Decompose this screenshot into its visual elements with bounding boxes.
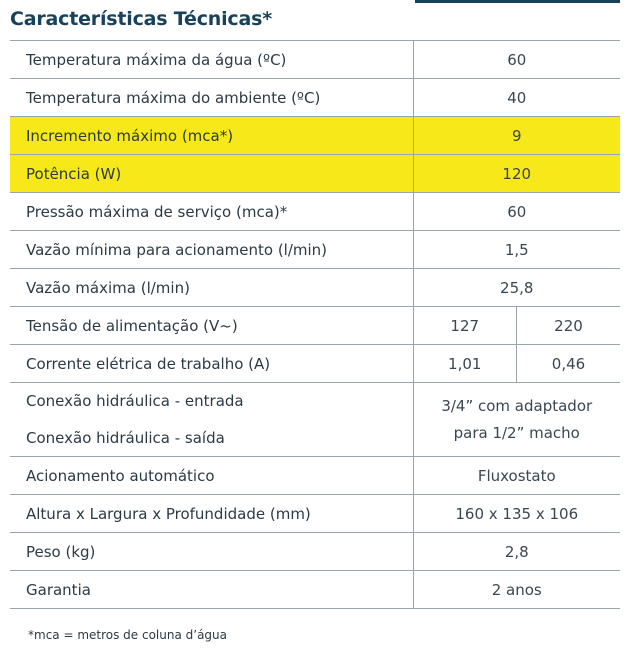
row-label: Temperatura máxima da água (ºC) bbox=[10, 41, 413, 79]
row-label: Conexão hidráulica - saída bbox=[10, 420, 413, 457]
table-row bbox=[10, 495, 620, 533]
row-value-220v: 220 bbox=[517, 307, 621, 345]
section-title: Características Técnicas* bbox=[10, 8, 272, 30]
row-label: Altura x Largura x Profundidade (mm) bbox=[10, 495, 413, 533]
footnote: *mca = metros de coluna d’água bbox=[28, 628, 228, 642]
table-row bbox=[10, 533, 620, 571]
table-row bbox=[10, 345, 620, 383]
specs-table bbox=[10, 40, 620, 609]
row-label: Temperatura máxima do ambiente (ºC) bbox=[10, 79, 413, 117]
table-row bbox=[10, 571, 620, 609]
row-value-127v: 127 bbox=[413, 307, 517, 345]
row-value: Fluxostato bbox=[413, 457, 620, 495]
row-label: Pressão máxima de serviço (mca)* bbox=[10, 193, 413, 231]
row-value: 25,8 bbox=[413, 269, 620, 307]
connection-value-line1: 3/4” com adaptador bbox=[441, 397, 593, 416]
row-value: 2,8 bbox=[413, 533, 620, 571]
top-accent-bar bbox=[415, 0, 620, 3]
connection-value-line2: para 1/2” macho bbox=[453, 423, 580, 442]
table-row bbox=[10, 231, 620, 269]
table-row bbox=[10, 383, 620, 420]
row-label: Incremento máximo (mca*) bbox=[10, 117, 413, 155]
row-value: 120 bbox=[413, 155, 620, 193]
row-label: Peso (kg) bbox=[10, 533, 413, 571]
row-label: Vazão mínima para acionamento (l/min) bbox=[10, 231, 413, 269]
row-label: Acionamento automático bbox=[10, 457, 413, 495]
row-value: 1,5 bbox=[413, 231, 620, 269]
table-row bbox=[10, 41, 620, 79]
row-value: 60 bbox=[413, 193, 620, 231]
table-row bbox=[10, 269, 620, 307]
row-value: 160 x 135 x 106 bbox=[413, 495, 620, 533]
table-row-highlighted bbox=[10, 117, 620, 155]
table-row bbox=[10, 307, 620, 345]
row-label: Potência (W) bbox=[10, 155, 413, 193]
connection-value bbox=[413, 383, 620, 457]
row-label: Tensão de alimentação (V~) bbox=[10, 307, 413, 345]
row-label: Conexão hidráulica - entrada bbox=[10, 383, 413, 420]
row-value: 60 bbox=[413, 41, 620, 79]
row-label: Corrente elétrica de trabalho (A) bbox=[10, 345, 413, 383]
table-row-highlighted bbox=[10, 155, 620, 193]
row-label: Vazão máxima (l/min) bbox=[10, 269, 413, 307]
row-label: Garantia bbox=[10, 571, 413, 609]
row-value-127v: 1,01 bbox=[413, 345, 517, 383]
table-row bbox=[10, 79, 620, 117]
table-row bbox=[10, 457, 620, 495]
row-value: 9 bbox=[413, 117, 620, 155]
row-value-220v: 0,46 bbox=[517, 345, 621, 383]
table-row bbox=[10, 193, 620, 231]
row-value: 40 bbox=[413, 79, 620, 117]
row-value: 2 anos bbox=[413, 571, 620, 609]
